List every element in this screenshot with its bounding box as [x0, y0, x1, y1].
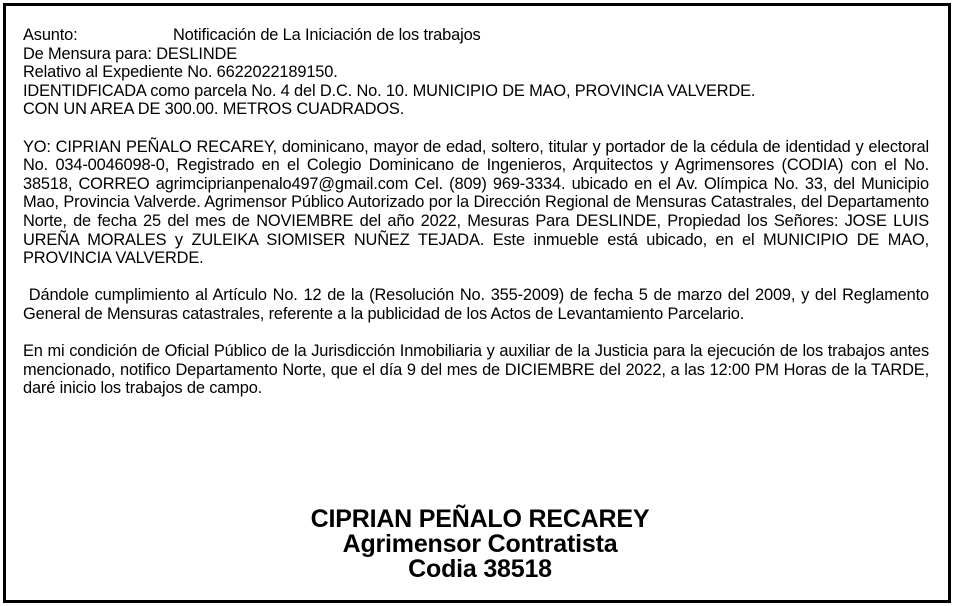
survey-type-line: De Mensura para: DESLINDE: [23, 44, 237, 63]
subject-label: Asunto:: [23, 26, 78, 44]
spacer: [23, 324, 929, 343]
surveyor-identification-paragraph: YO: CIPRIAN PEÑALO RECAREY, dominicano, mayor de edad, soltero, titular y portador de la cédula de identidad y electoral No. 034-0046098-0, Registrado en el Colegio Dominicano de Ingenieros, Arquitectos y Agrimensores (CODIA) con el No. 38518, CORREO agrimciprianpenalo497@gmail.com Cel. (809) 969-3334. ubicado en el Av. Olímpica No. 33, del Municipio Mao, Provincia Valverde. Agrimensor Público Autorizado por la Dirección Regional de Mensuras Catastrales, del Departamento Norte, de fecha 25 del mes de NOVIEMBRE del año 2022, Mesuras Para DESLINDE, Propiedad los Señores: JOSE LUIS UREÑA MORALES y ZULEIKA SIOMISER NUÑEZ TEJADA. Este inmueble está ubicado, en el MUNICIPIO DE MAO, PROVINCIA VALVERDE.: [23, 137, 929, 268]
parcel-identification-line: IDENTIDFICADA como parcela No. 4 del D.C. No. 10. MUNICIPIO DE MAO, PROVINCIA VALVERDE.: [23, 81, 756, 100]
signature-codia: Codia 38518: [408, 555, 552, 583]
notice-frame: [3, 3, 951, 603]
subject-line: [23, 26, 929, 45]
spacer: [23, 119, 929, 138]
signature-block: [6, 506, 954, 582]
signature-name: CIPRIAN PEÑALO RECAREY: [310, 505, 650, 533]
spacer: [23, 268, 929, 287]
legal-compliance-paragraph: Dándole cumplimiento al Artículo No. 12 de la (Resolución No. 355-2009) de fecha 5 de marzo del 2009, y del Reglamento General de Mensuras catastrales, referente a la publicidad de los Actos de Levantamiento Parcelario.: [23, 286, 934, 323]
subject-text: Notificación de La Iniciación de los trabajos: [173, 26, 481, 44]
signature-title: Agrimensor Contratista: [342, 530, 618, 558]
area-line: CON UN AREA DE 300.00. METROS CUADRADOS.: [23, 100, 405, 119]
work-start-paragraph: En mi condición de Oficial Público de la Jurisdicción Inmobiliaria y auxiliar de la Justicia para la ejecución de los trabajos antes mencionado, notifico Departamento Norte, que el día 9 del mes de DICIEMBRE del 2022, a las 12:00 PM Horas de la TARDE, daré inicio los trabajos de campo.: [23, 342, 929, 398]
notice-content: [23, 26, 934, 398]
file-number-line: Relativo al Expediente No. 6622022189150.: [23, 63, 338, 82]
